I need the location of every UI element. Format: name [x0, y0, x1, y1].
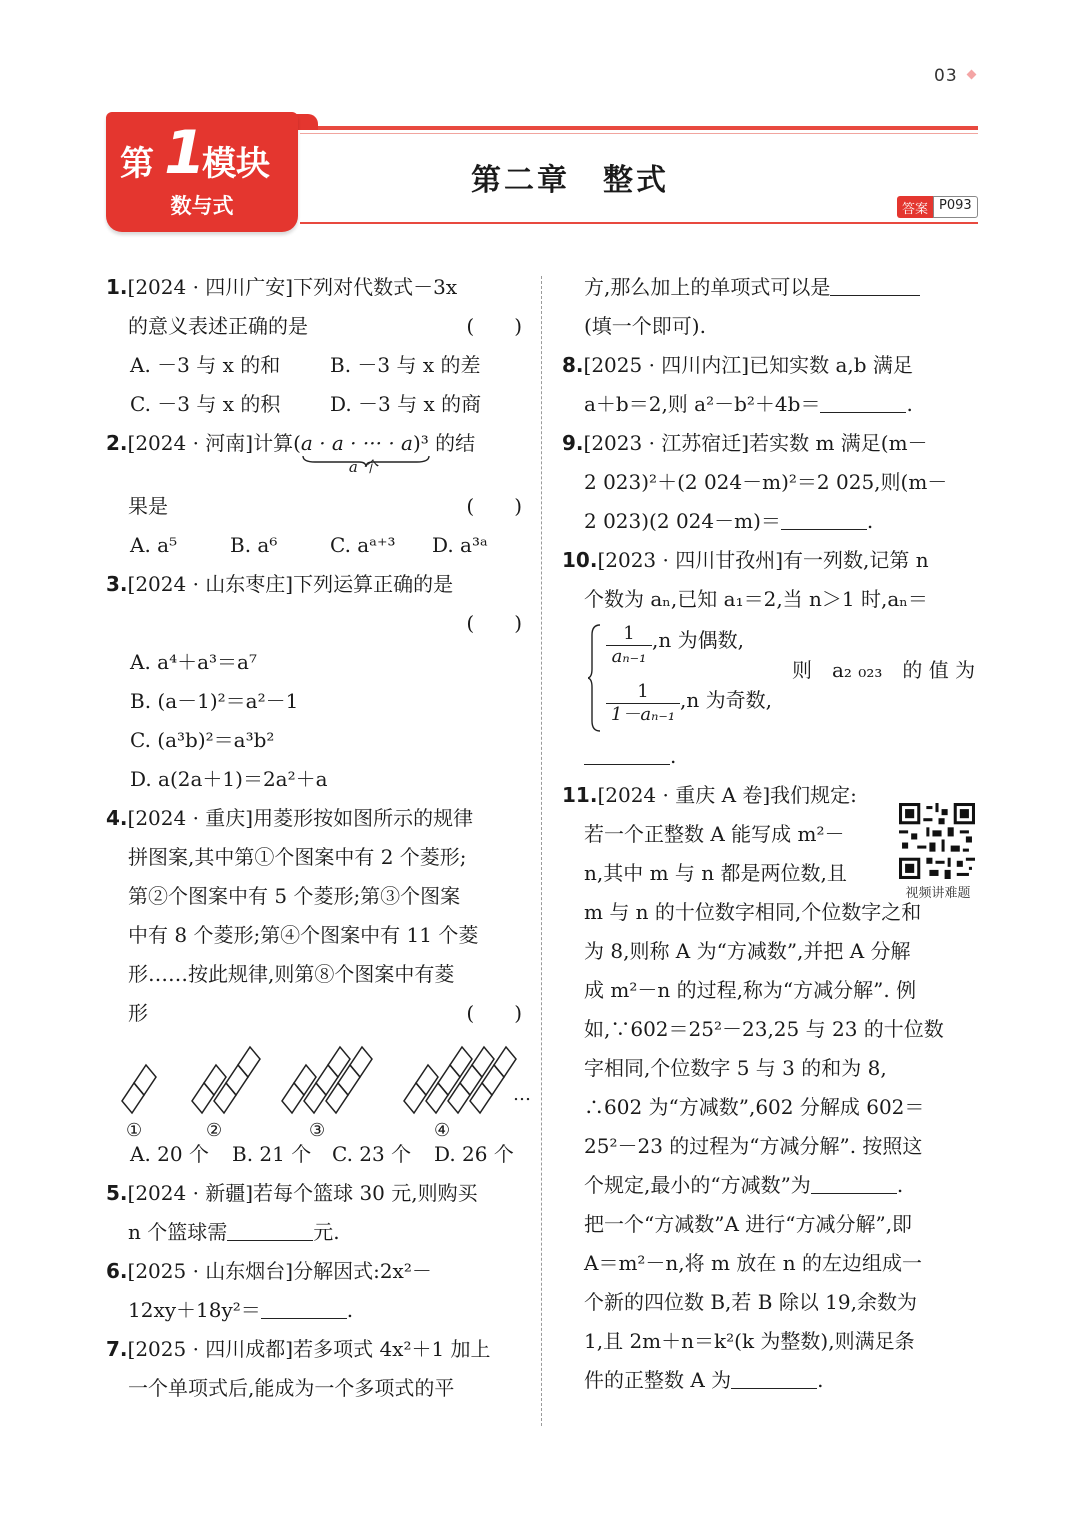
q9-line3b: .	[866, 509, 874, 533]
question-number: 6.	[106, 1259, 128, 1283]
chapter-title: 第二章 整式	[471, 163, 669, 198]
q11-line7: 如,∵602＝25²－23,25 与 23 的十位数	[584, 1017, 944, 1041]
q11-line11a: 个规定,最小的“方减数”为	[584, 1173, 811, 1197]
module-di: 第	[120, 144, 154, 184]
answer-paren: ( )	[466, 1001, 522, 1025]
qr-code-icon[interactable]	[899, 803, 975, 879]
q2-brace-expression: a · a · ··· · a	[300, 431, 413, 455]
header-rule-thin	[300, 133, 978, 134]
q11-line15: 1,且 2m＋n＝k²(k 为整数),则满足条	[584, 1329, 915, 1353]
q2-option-c: C. aᵃ⁺³	[330, 533, 396, 557]
rhombus-pattern-figure	[106, 1033, 531, 1151]
q4-line6: 形	[128, 1001, 148, 1025]
q1-option-d: D. －3 与 x 的商	[330, 392, 482, 416]
q9-line3a: 2 023)(2 024－m)＝	[584, 509, 781, 533]
column-separator	[541, 276, 542, 1426]
question-number: 3.	[106, 572, 128, 596]
q7-line2: 一个单项式后,能成为一个多项式的平	[128, 1376, 455, 1400]
q11-line9: ∴602 为“方减数”,602 分解成 602＝	[584, 1095, 925, 1119]
q6-line2b: .	[346, 1298, 354, 1322]
page-number: 03	[934, 66, 958, 86]
question-number: 11.	[562, 783, 598, 807]
q4-option-b: B. 21 个	[232, 1142, 312, 1166]
q7-line3a: 方,那么加上的单项式可以是	[584, 275, 831, 299]
module-number: 1	[164, 118, 206, 188]
question-number: 4.	[106, 806, 128, 830]
case1-numerator: 1	[623, 623, 635, 644]
answer-blank[interactable]	[811, 1171, 897, 1194]
rhombus	[122, 1083, 144, 1113]
q1-option-a: A. －3 与 x 的和	[130, 353, 281, 377]
case1-condition: ,n 为偶数,	[652, 628, 744, 652]
q10-line1: [2023 · 四川甘孜州]有一列数,记第 n	[597, 548, 929, 572]
q11-line14: 个新的四位数 B,若 B 除以 19,余数为	[584, 1290, 917, 1314]
header-bottom-rule	[300, 222, 978, 224]
q4-option-d: D. 26 个	[434, 1142, 514, 1166]
answer-blank[interactable]	[227, 1218, 313, 1241]
q2-line2: 果是	[128, 494, 168, 518]
q6-line1: [2025 · 山东烟台]分解因式:2x²－	[127, 1259, 432, 1283]
q1-line2: 的意义表述正确的是	[128, 314, 308, 338]
qr-code-label: 视频讲难题	[905, 886, 971, 901]
case2-fraction	[606, 681, 680, 726]
q1-option-c: C. －3 与 x 的积	[130, 392, 281, 416]
q11-line16b: .	[817, 1368, 824, 1392]
q2-option-a: A. a⁵	[130, 533, 178, 557]
q7-line1: [2025 · 四川成都]若多项式 4x²＋1 加上	[127, 1337, 491, 1361]
page-number-diamond	[967, 70, 977, 80]
q5-line1: [2024 · 新疆]若每个篮球 30 元,则购买	[127, 1181, 478, 1205]
q7-line4: (填一个即可).	[584, 314, 706, 338]
header-rule	[300, 126, 978, 130]
q11-line10: 25²－23 的过程为“方减分解”. 按照这	[584, 1134, 923, 1158]
answer-blank[interactable]	[820, 390, 906, 413]
question-number: 5.	[106, 1181, 128, 1205]
rhombus	[134, 1065, 156, 1095]
q11-line16a: 件的正整数 A 为	[584, 1368, 732, 1392]
q2-option-d: D. a³ᵃ	[432, 533, 488, 557]
question-number: 1.	[106, 275, 128, 299]
q5-line2a: n 个篮球需	[128, 1220, 228, 1244]
question-number: 2.	[106, 431, 128, 455]
left-brace	[588, 623, 602, 733]
q9-line2: 2 023)²＋(2 024－m)²＝2 025,则(m－	[584, 470, 948, 494]
q4-option-c: C. 23 个	[332, 1142, 412, 1166]
q1-option-b: B. －3 与 x 的差	[330, 353, 481, 377]
q4-line3: 第②个图案中有 5 个菱形;第③个图案	[128, 884, 461, 908]
q11-line4: m 与 n 的十位数字相同,个位数字之和	[584, 900, 922, 924]
answer-page: P093	[933, 196, 978, 218]
q8-line2b: .	[906, 392, 913, 416]
q10-tail: 则 a₂ ₀₂₃ 的 值 为	[792, 658, 976, 682]
q9-line1: [2023 · 江苏宿迁]若实数 m 满足(m－	[583, 431, 928, 455]
module-subtitle: 数与式	[170, 194, 234, 218]
pattern-label-4: ④	[434, 1120, 451, 1141]
q3-option-d: D. a(2a＋1)＝2a²＋a	[130, 767, 328, 791]
pattern-label-3: ③	[309, 1120, 326, 1141]
q11-line11b: .	[896, 1173, 904, 1197]
q11-line8: 字相同,个位数字 5 与 3 的和为 8,	[584, 1056, 887, 1080]
question-number: 9.	[562, 431, 584, 455]
q11-line12: 把一个“方减数”A 进行“方减分解”,即	[584, 1212, 913, 1236]
q10-piecewise	[562, 619, 978, 737]
q4-line1: [2024 · 重庆]用菱形按如图所示的规律	[127, 806, 474, 830]
q4-line4: 中有 8 个菱形;第④个图案中有 11 个菱	[128, 923, 479, 947]
answer-paren: ( )	[466, 314, 522, 338]
answer-blank[interactable]	[781, 507, 867, 530]
question-number: 8.	[562, 353, 584, 377]
answer-paren: ( )	[466, 494, 522, 518]
q2-brace-label: a 个	[348, 458, 378, 476]
answer-label: 答案	[897, 196, 933, 218]
answer-blank[interactable]	[830, 273, 920, 296]
left-column	[106, 268, 531, 1408]
q5-line2b: 元.	[313, 1220, 340, 1244]
module-badge	[106, 112, 298, 232]
answer-paren: ( )	[466, 611, 522, 635]
question-number: 10.	[562, 548, 598, 572]
q8-line1: [2025 · 四川内江]已知实数 a,b 满足	[583, 353, 913, 377]
q11-line5: 为 8,则称 A 为“方减数”,并把 A 分解	[584, 939, 911, 963]
answer-blank[interactable]	[261, 1296, 347, 1319]
q6-line2a: 12xy＋18y²＝	[128, 1298, 261, 1322]
q11-line6: 成 m²－n 的过程,称为“方减分解”. 例	[584, 978, 917, 1002]
q10-line2: 个数为 aₙ,已知 a₁＝2,当 n＞1 时,aₙ＝	[584, 587, 928, 611]
answer-reference	[897, 196, 978, 218]
module-kuai: 模块	[202, 144, 270, 184]
q11-line1: [2024 · 重庆 A 卷]我们规定:	[597, 783, 857, 807]
pattern-label-2: ②	[206, 1120, 223, 1141]
q10-end: .	[670, 744, 677, 768]
answer-blank[interactable]	[731, 1366, 817, 1389]
q3-option-b: B. (a－1)²＝a²－1	[130, 689, 299, 713]
q3-option-c: C. (a³b)²＝a³b²	[130, 728, 275, 752]
q1-line1: [2024 · 四川广安]下列对代数式－3x	[127, 275, 458, 299]
pattern-ellipsis: …	[513, 1084, 531, 1105]
q4-line2: 拼图案,其中第①个图案中有 2 个菱形;	[128, 845, 467, 869]
question-number: 7.	[106, 1337, 128, 1361]
case1-denominator: aₙ₋₁	[606, 645, 652, 668]
q11-line2: 若一个正整数 A 能写成 m²－	[584, 822, 845, 846]
pattern-label-1: ①	[126, 1120, 143, 1141]
q2-line1a: [2024 · 河南]计算(	[127, 431, 301, 455]
case2-condition: ,n 为奇数,	[680, 688, 772, 712]
rhombus-patterns	[114, 1039, 544, 1119]
case2-numerator: 1	[637, 681, 649, 702]
q2-line1b: )³ 的结	[412, 431, 476, 455]
q3-line1: [2024 · 山东枣庄]下列运算正确的是	[127, 572, 454, 596]
q4-option-a: A. 20 个	[130, 1142, 209, 1166]
q11-line13: A＝m²－n,将 m 放在 n 的左边组成一	[584, 1251, 922, 1275]
q3-option-a: A. a⁴＋a³＝a⁷	[130, 650, 257, 674]
q2-option-b: B. a⁶	[230, 533, 278, 557]
case1-fraction	[606, 623, 652, 668]
q8-line2a: a＋b＝2,则 a²－b²＋4b＝	[584, 392, 821, 416]
answer-blank[interactable]	[584, 742, 670, 765]
q11-line3: n,其中 m 与 n 都是两位数,且	[584, 861, 847, 885]
q4-line5: 形……按此规律,则第⑧个图案中有菱	[128, 962, 455, 986]
case2-denominator: 1－aₙ₋₁	[606, 703, 680, 726]
